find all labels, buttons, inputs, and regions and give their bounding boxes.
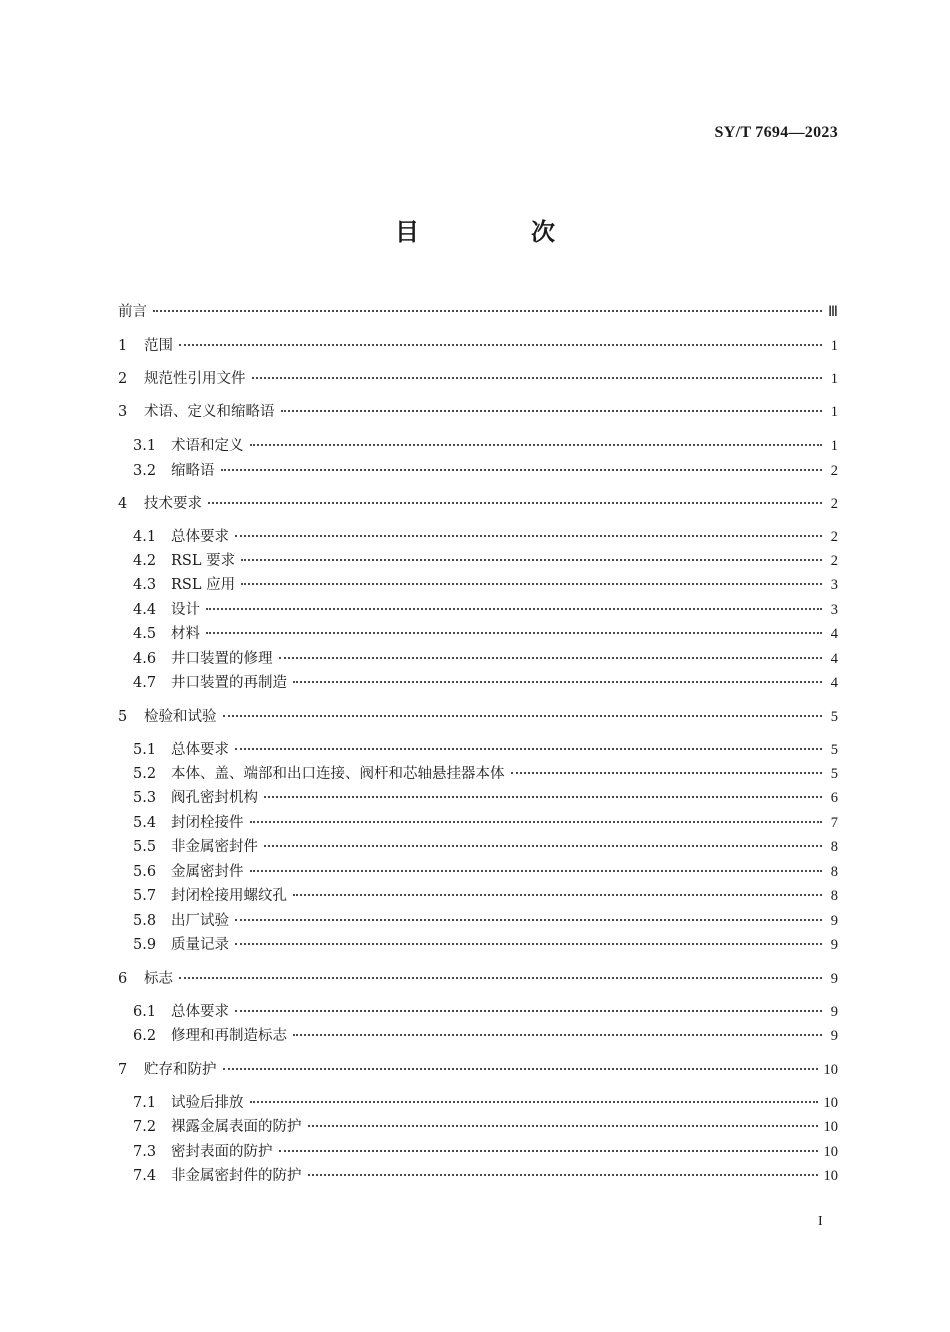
- toc-entry-page: 2: [830, 496, 838, 512]
- toc-entry-number: 4.6: [133, 651, 157, 667]
- dot-leader: [179, 344, 822, 346]
- toc-entry[interactable]: [118, 969, 838, 989]
- dot-leader: [221, 469, 823, 471]
- dot-leader: [235, 919, 822, 921]
- toc-entry[interactable]: [118, 1060, 838, 1080]
- toc-entry-number: 6: [118, 971, 128, 987]
- toc-entry-label: 阀孔密封机构: [171, 790, 258, 806]
- toc-entry-page: 5: [830, 766, 838, 782]
- toc-entry-label: 质量记录: [171, 937, 229, 953]
- dot-leader: [241, 559, 822, 561]
- toc-entry-page: 4: [830, 626, 838, 642]
- toc-entry-number: 7.1: [133, 1095, 157, 1111]
- toc-entry-page: 3: [830, 577, 838, 593]
- toc-entry-number: 6.1: [133, 1004, 157, 1020]
- toc-entry-page: Ⅲ: [828, 304, 838, 320]
- toc-entry[interactable]: [133, 740, 838, 760]
- toc-entry[interactable]: [133, 788, 838, 808]
- dot-leader: [293, 1034, 822, 1036]
- toc-entry-label: 井口装置的修理: [171, 651, 273, 667]
- toc-entry-number: 5.9: [133, 937, 157, 953]
- toc-entry-page: 10: [823, 1095, 838, 1111]
- toc-entry-number: 5.6: [133, 864, 157, 880]
- toc-entry-page: 1: [830, 371, 838, 387]
- toc-entry-page: 6: [830, 790, 838, 806]
- toc-entry-label: 术语和定义: [171, 438, 244, 454]
- toc-entry-number: 5.5: [133, 839, 157, 855]
- toc-entry-number: 4.5: [133, 626, 157, 642]
- toc-entry-label: RSL 应用: [171, 577, 236, 593]
- toc-entry-number: 4: [118, 496, 128, 512]
- toc-entry-label: 非金属密封件的防护: [171, 1168, 302, 1184]
- toc-entry-page: 9: [830, 971, 838, 987]
- dot-leader: [250, 444, 823, 446]
- dot-leader: [241, 583, 822, 585]
- toc-entry[interactable]: [133, 1117, 838, 1137]
- dot-leader: [235, 748, 822, 750]
- toc-entry-page: 3: [830, 602, 838, 618]
- toc-entry[interactable]: [133, 837, 838, 857]
- toc-entry-number: 2: [118, 371, 128, 387]
- dot-leader: [293, 681, 822, 683]
- toc-entry[interactable]: [118, 707, 838, 727]
- toc-entry-label: 技术要求: [144, 496, 202, 512]
- toc-entry-label: 前言: [118, 304, 147, 320]
- toc-entry-number: 7.2: [133, 1119, 157, 1135]
- toc-entry-page: 4: [830, 651, 838, 667]
- dot-leader: [264, 845, 822, 847]
- toc-entry-number: 5.4: [133, 815, 157, 831]
- toc-entry-number: 6.2: [133, 1028, 157, 1044]
- toc-entry-page: 10: [823, 1119, 838, 1135]
- dot-leader: [223, 715, 823, 717]
- toc-entry-label: 井口装置的再制造: [171, 675, 287, 691]
- toc-entry[interactable]: [133, 624, 838, 644]
- toc-entry-label: 缩略语: [171, 463, 215, 479]
- toc-entry-label: 材料: [171, 626, 200, 642]
- toc-entry-page: 2: [830, 529, 838, 545]
- dot-leader: [250, 1101, 818, 1103]
- dot-leader: [235, 1010, 822, 1012]
- toc-entry-number: 1: [118, 338, 128, 354]
- toc-entry-number: 5.7: [133, 888, 157, 904]
- toc-entry-label: 总体要求: [171, 1004, 229, 1020]
- toc-entry-label: 设计: [171, 602, 200, 618]
- toc-entry[interactable]: [118, 336, 838, 356]
- toc-entry-label: 术语、定义和缩略语: [144, 404, 275, 420]
- toc-entry-label: 出厂试验: [171, 913, 229, 929]
- dot-leader: [179, 977, 822, 979]
- toc-entry[interactable]: [118, 402, 838, 422]
- toc-entry-number: 5.8: [133, 913, 157, 929]
- dot-leader: [235, 535, 822, 537]
- toc-entry[interactable]: [133, 1166, 838, 1186]
- dot-leader: [250, 821, 823, 823]
- toc-entry-number: 3: [118, 404, 128, 420]
- toc-entry[interactable]: [133, 649, 838, 669]
- toc-entry-number: 5: [118, 709, 128, 725]
- dot-leader: [153, 310, 822, 312]
- toc-entry-page: 8: [830, 888, 838, 904]
- toc-entry[interactable]: [133, 673, 838, 693]
- toc-entry-page: 10: [823, 1062, 838, 1078]
- toc-entry[interactable]: [133, 764, 838, 784]
- toc-entry-label: 封闭栓接用螺纹孔: [171, 888, 287, 904]
- toc-entry[interactable]: [133, 551, 838, 571]
- toc-entry-number: 5.1: [133, 742, 157, 758]
- toc-entry-page: 8: [830, 864, 838, 880]
- toc-entry[interactable]: [133, 886, 838, 906]
- toc-entry-page: 2: [830, 553, 838, 569]
- standard-code: SY/T 7694—2023: [714, 124, 838, 141]
- toc-entry-label: 非金属密封件: [171, 839, 258, 855]
- dot-leader: [206, 608, 822, 610]
- dot-leader: [264, 796, 822, 798]
- toc-entry-page: 7: [830, 815, 838, 831]
- toc-entry[interactable]: [133, 813, 838, 833]
- dot-leader: [206, 632, 822, 634]
- dot-leader: [308, 1125, 818, 1127]
- toc-entry-page: 5: [830, 709, 838, 725]
- toc-entry-page: 1: [830, 438, 838, 454]
- toc-entry-page: 9: [830, 1028, 838, 1044]
- toc-entry-label: 本体、盖、端部和出口连接、阀杆和芯轴悬挂器本体: [171, 766, 505, 782]
- toc-entry-number: 4.4: [133, 602, 157, 618]
- toc-entry-number: 5.3: [133, 790, 157, 806]
- dot-leader: [511, 772, 823, 774]
- toc-entry-label: 修理和再制造标志: [171, 1028, 287, 1044]
- toc-entry-page: 9: [830, 937, 838, 953]
- toc-entry-label: 规范性引用文件: [144, 371, 246, 387]
- toc-entry-label: 密封表面的防护: [171, 1144, 273, 1160]
- toc-entry-page: 1: [830, 338, 838, 354]
- dot-leader: [279, 1150, 818, 1152]
- toc-entry-label: 总体要求: [171, 742, 229, 758]
- dot-leader: [250, 870, 823, 872]
- toc-entry-label: 范围: [144, 338, 173, 354]
- toc-entry-label: 封闭栓接件: [171, 815, 244, 831]
- toc-entry[interactable]: [133, 1093, 838, 1113]
- toc-entry-page: 9: [830, 913, 838, 929]
- toc-entry[interactable]: [133, 935, 838, 955]
- toc-entry-label: 总体要求: [171, 529, 229, 545]
- toc-entry-page: 1: [830, 404, 838, 420]
- dot-leader: [279, 657, 823, 659]
- toc-title: 目 次: [395, 218, 599, 246]
- toc-entry-number: 4.3: [133, 577, 157, 593]
- dot-leader: [235, 943, 822, 945]
- dot-leader: [308, 1174, 818, 1176]
- toc-entry-number: 4.7: [133, 675, 157, 691]
- toc-entry[interactable]: [133, 1002, 838, 1022]
- toc-entry-label: 试验后排放: [171, 1095, 244, 1111]
- toc-entry[interactable]: [133, 436, 838, 456]
- toc-entry-number: 4.2: [133, 553, 157, 569]
- toc-entry-page: 5: [830, 742, 838, 758]
- toc-entry-number: 3.2: [133, 463, 157, 479]
- toc-entry-label: 裸露金属表面的防护: [171, 1119, 302, 1135]
- footer-page-number: I: [818, 1214, 823, 1229]
- toc-entry-number: 5.2: [133, 766, 157, 782]
- toc-entry-page: 8: [830, 839, 838, 855]
- toc-entry[interactable]: [118, 302, 838, 322]
- toc-entry-number: 3.1: [133, 438, 157, 454]
- toc-entry-label: 金属密封件: [171, 864, 244, 880]
- toc-entry-number: 7.4: [133, 1168, 157, 1184]
- toc-entry[interactable]: [133, 575, 838, 595]
- dot-leader: [208, 502, 822, 504]
- toc-entry[interactable]: [118, 494, 838, 514]
- dot-leader: [252, 377, 823, 379]
- dot-leader: [293, 894, 822, 896]
- toc-entry[interactable]: [133, 1142, 838, 1162]
- toc-entry-label: 标志: [144, 971, 173, 987]
- toc-entry-page: 2: [830, 463, 838, 479]
- toc-entry-number: 7.3: [133, 1144, 157, 1160]
- toc-entry[interactable]: [133, 1026, 838, 1046]
- toc-entry[interactable]: [133, 862, 838, 882]
- dot-leader: [281, 410, 823, 412]
- toc-entry[interactable]: [133, 527, 838, 547]
- toc-entry-page: 9: [830, 1004, 838, 1020]
- toc-entry[interactable]: [133, 600, 838, 620]
- toc-entry-label: 检验和试验: [144, 709, 217, 725]
- dot-leader: [223, 1068, 818, 1070]
- toc-entry[interactable]: [133, 461, 838, 481]
- toc-entry-page: 4: [830, 675, 838, 691]
- toc-entry-number: 4.1: [133, 529, 157, 545]
- toc-entry-label: RSL 要求: [171, 553, 236, 569]
- toc-entry[interactable]: [133, 911, 838, 931]
- toc-entry[interactable]: [118, 369, 838, 389]
- toc-entry-page: 10: [823, 1168, 838, 1184]
- toc-entry-label: 贮存和防护: [144, 1062, 217, 1078]
- toc-entry-page: 10: [823, 1144, 838, 1160]
- toc-entry-number: 7: [118, 1062, 128, 1078]
